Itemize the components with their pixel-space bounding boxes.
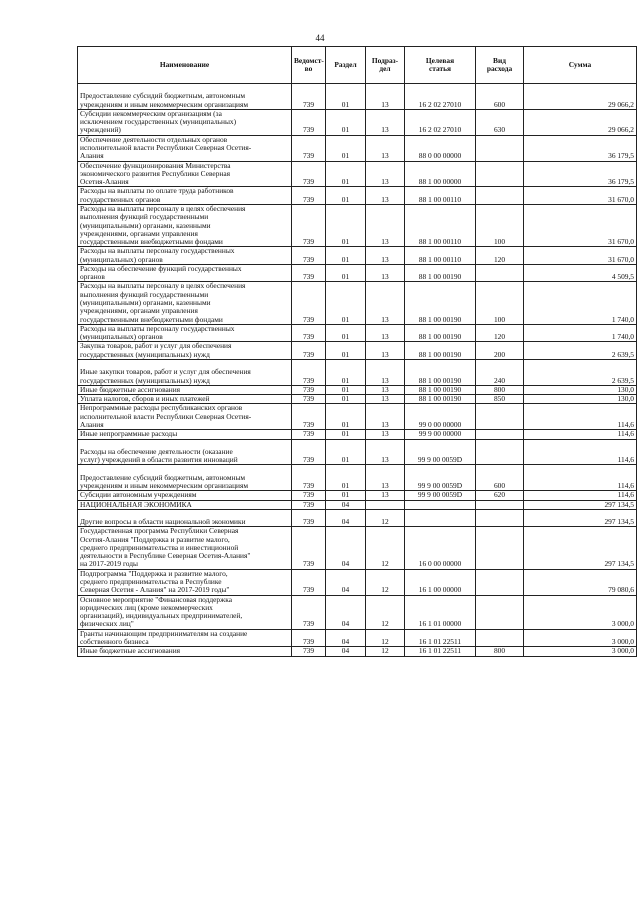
row-section: 04 [326, 595, 366, 629]
row-expense-type: 120 [476, 324, 524, 342]
table-row [78, 491, 637, 500]
row-section: 01 [326, 84, 366, 110]
row-sum: 1 740,0 [524, 324, 637, 342]
row-subsection: 13 [366, 204, 405, 246]
row-target-article: 88 1 00 00190 [405, 360, 476, 386]
row-section: 01 [326, 430, 366, 439]
row-name: Предоставление субсидий бюджетным, автономным учреждениям и иным некоммерческим организациям [78, 465, 292, 491]
row-target-article: 88 1 00 00190 [405, 282, 476, 324]
row-sum: 2 639,5 [524, 360, 637, 386]
row-sum: 114,6 [524, 491, 637, 500]
row-department: 739 [292, 395, 326, 404]
row-department: 739 [292, 204, 326, 246]
row-section: 01 [326, 282, 366, 324]
row-target-article: 16 1 01 00000 [405, 595, 476, 629]
table-row [78, 629, 637, 647]
row-department: 739 [292, 264, 326, 282]
row-name: Расходы на обеспечение деятельности (оказание услуг) учреждений в области развития инноваций [78, 439, 292, 465]
budget-table [77, 46, 637, 657]
table-row [78, 439, 637, 465]
row-department: 739 [292, 135, 326, 161]
row-section: 01 [326, 439, 366, 465]
row-name: Иные непрограммные расходы [78, 430, 292, 439]
row-name: Расходы на выплаты персоналу в целях обеспечения выполнения функций государственными (муниципальными) органами, казенными учреждениями, органами управления государственными внебюджетными фондами [78, 282, 292, 324]
row-subsection [366, 500, 405, 509]
row-name: Обеспечение функционирования Министерства экономического развития Республики Северная Осетия-Алания [78, 161, 292, 187]
table-header-row [78, 47, 637, 84]
row-name: Закупка товаров, работ и услуг для обеспечения государственных (муниципальных) нужд [78, 342, 292, 360]
row-department: 739 [292, 109, 326, 135]
row-section: 01 [326, 161, 366, 187]
row-section: 01 [326, 187, 366, 205]
row-department: 739 [292, 509, 326, 527]
row-department: 739 [292, 360, 326, 386]
row-name: Расходы на выплаты персоналу государственных (муниципальных) органов [78, 324, 292, 342]
row-target-article: 16 0 00 00000 [405, 527, 476, 569]
table-body [78, 84, 637, 657]
table-row [78, 204, 637, 246]
row-expense-type: 620 [476, 491, 524, 500]
table-row [78, 404, 637, 430]
row-section: 01 [326, 135, 366, 161]
row-name: Субсидии автономным учреждениям [78, 491, 292, 500]
row-department: 739 [292, 342, 326, 360]
row-target-article: 99 9 00 00000 [405, 430, 476, 439]
row-name: Субсидии некоммерческим организациям (за исключением государственных (муниципальных) учреждений) [78, 109, 292, 135]
row-name: Другие вопросы в области национальной экономики [78, 509, 292, 527]
row-department: 739 [292, 569, 326, 595]
row-department: 739 [292, 439, 326, 465]
row-target-article: 88 1 00 00190 [405, 264, 476, 282]
row-sum: 29 066,2 [524, 109, 637, 135]
row-department: 739 [292, 500, 326, 509]
row-name: Расходы на обеспечение функций государственных органов [78, 264, 292, 282]
table-row [78, 161, 637, 187]
table-row [78, 342, 637, 360]
row-target-article: 16 1 01 22511 [405, 629, 476, 647]
table-row [78, 247, 637, 265]
row-expense-type: 100 [476, 204, 524, 246]
table-row [78, 527, 637, 569]
row-name: НАЦИОНАЛЬНАЯ ЭКОНОМИКА [78, 500, 292, 509]
header-sum: Сумма [524, 47, 637, 84]
row-expense-type: 120 [476, 247, 524, 265]
row-name: Расходы на выплаты по оплате труда работников государственных органов [78, 187, 292, 205]
row-subsection: 12 [366, 569, 405, 595]
row-department: 739 [292, 491, 326, 500]
row-sum: 297 134,5 [524, 500, 637, 509]
row-subsection: 13 [366, 439, 405, 465]
row-expense-type [476, 264, 524, 282]
row-sum: 31 670,0 [524, 204, 637, 246]
row-department: 739 [292, 430, 326, 439]
row-department: 739 [292, 161, 326, 187]
row-expense-type: 200 [476, 342, 524, 360]
row-subsection: 13 [366, 84, 405, 110]
table-row [78, 109, 637, 135]
row-expense-type: 800 [476, 647, 524, 656]
row-expense-type: 600 [476, 84, 524, 110]
row-expense-type [476, 527, 524, 569]
row-section: 01 [326, 342, 366, 360]
header-target-article: Целевая статья [405, 47, 476, 84]
table-row [78, 465, 637, 491]
page-number: 44 [315, 33, 325, 43]
row-expense-type: 100 [476, 282, 524, 324]
row-target-article: 88 1 00 00190 [405, 342, 476, 360]
row-expense-type [476, 595, 524, 629]
row-sum: 297 134,5 [524, 527, 637, 569]
row-section: 04 [326, 647, 366, 656]
row-expense-type [476, 439, 524, 465]
row-section: 04 [326, 500, 366, 509]
row-name: Непрограммные расходы республиканских органов исполнительной власти Республики Северная Осетия- Алания [78, 404, 292, 430]
row-section: 01 [326, 264, 366, 282]
table-row [78, 84, 637, 110]
row-name: Иные бюджетные ассигнования [78, 647, 292, 656]
row-target-article: 99 9 00 0059D [405, 439, 476, 465]
row-target-article: 99 9 00 0059D [405, 491, 476, 500]
row-sum: 3 000,0 [524, 629, 637, 647]
row-expense-type [476, 629, 524, 647]
row-target-article: 88 1 00 00110 [405, 247, 476, 265]
row-subsection: 13 [366, 465, 405, 491]
row-name: Государственная программа Республики Северная Осетия-Алания "Поддержка и развитие малого, среднего предпринимательства и инвестиционной деятельности в Республике Северная Осетия-Алания" на 2017-2019 годы [78, 527, 292, 569]
row-department: 739 [292, 647, 326, 656]
row-subsection: 13 [366, 135, 405, 161]
row-target-article: 99 0 00 00000 [405, 404, 476, 430]
row-sum: 130,0 [524, 385, 637, 394]
row-section: 01 [326, 491, 366, 500]
row-department: 739 [292, 282, 326, 324]
row-department: 739 [292, 324, 326, 342]
row-target-article: 88 1 00 00110 [405, 187, 476, 205]
table-row [78, 569, 637, 595]
row-section: 01 [326, 109, 366, 135]
table-row [78, 324, 637, 342]
header-subsection: Подраз- дел [366, 47, 405, 84]
row-name: Расходы на выплаты персоналу в целях обеспечения выполнения функций государственными (муниципальными) органами, казенными учреждениями, органами управления государственными внебюджетными фондами [78, 204, 292, 246]
row-target-article: 16 1 01 22511 [405, 647, 476, 656]
row-target-article: 16 2 02 27010 [405, 109, 476, 135]
row-name: Предоставление субсидий бюджетным, автономным учреждениям и иным некоммерческим организациям [78, 84, 292, 110]
row-subsection: 13 [366, 324, 405, 342]
row-target-article: 16 2 02 27010 [405, 84, 476, 110]
row-subsection: 13 [366, 109, 405, 135]
row-name: Гранты начинающим предпринимателям на создание собственного бизнеса [78, 629, 292, 647]
row-sum: 114,6 [524, 404, 637, 430]
row-sum: 36 179,5 [524, 161, 637, 187]
row-department: 739 [292, 527, 326, 569]
row-name: Уплата налогов, сборов и иных платежей [78, 395, 292, 404]
row-expense-type: 850 [476, 395, 524, 404]
row-sum: 3 000,0 [524, 595, 637, 629]
row-section: 01 [326, 465, 366, 491]
row-department: 739 [292, 595, 326, 629]
row-department: 739 [292, 465, 326, 491]
header-expense-type: Вид расхода [476, 47, 524, 84]
row-subsection: 12 [366, 595, 405, 629]
row-expense-type [476, 404, 524, 430]
row-sum: 79 080,6 [524, 569, 637, 595]
row-sum: 31 670,0 [524, 247, 637, 265]
row-subsection: 13 [366, 161, 405, 187]
row-section: 01 [326, 360, 366, 386]
row-section: 01 [326, 385, 366, 394]
row-subsection: 13 [366, 264, 405, 282]
row-department: 739 [292, 187, 326, 205]
row-subsection: 12 [366, 647, 405, 656]
row-name: Подпрограмма "Поддержка и развитие малого, среднего предпринимательства в Республике Северная Осетия - Алания" на 2017-2019 годы" [78, 569, 292, 595]
row-sum: 36 179,5 [524, 135, 637, 161]
row-target-article [405, 500, 476, 509]
table-row [78, 135, 637, 161]
table-row [78, 509, 637, 527]
row-expense-type: 800 [476, 385, 524, 394]
row-name: Иные бюджетные ассигнования [78, 385, 292, 394]
row-expense-type: 600 [476, 465, 524, 491]
row-section: 04 [326, 629, 366, 647]
row-expense-type [476, 135, 524, 161]
table-row [78, 282, 637, 324]
row-expense-type [476, 509, 524, 527]
row-section: 04 [326, 527, 366, 569]
row-expense-type [476, 430, 524, 439]
row-section: 04 [326, 509, 366, 527]
row-subsection: 13 [366, 282, 405, 324]
row-name: Обеспечение деятельности отдельных органов исполнительной власти Республики Северная Осетия- Алания [78, 135, 292, 161]
row-target-article: 16 1 00 00000 [405, 569, 476, 595]
row-section: 01 [326, 324, 366, 342]
row-subsection: 13 [366, 430, 405, 439]
row-subsection: 13 [366, 404, 405, 430]
row-subsection: 12 [366, 509, 405, 527]
row-subsection: 12 [366, 629, 405, 647]
row-target-article [405, 509, 476, 527]
row-target-article: 88 1 00 00190 [405, 395, 476, 404]
row-expense-type [476, 161, 524, 187]
row-expense-type [476, 569, 524, 595]
row-expense-type [476, 500, 524, 509]
row-target-article: 88 1 00 00190 [405, 324, 476, 342]
row-department: 739 [292, 84, 326, 110]
row-subsection: 13 [366, 385, 405, 394]
row-sum: 1 740,0 [524, 282, 637, 324]
row-sum: 114,6 [524, 439, 637, 465]
header-department: Ведомст- во [292, 47, 326, 84]
row-subsection: 13 [366, 491, 405, 500]
table-row [78, 187, 637, 205]
row-name: Расходы на выплаты персоналу государственных (муниципальных) органов [78, 247, 292, 265]
row-department: 739 [292, 247, 326, 265]
row-sum: 31 670,0 [524, 187, 637, 205]
row-target-article: 88 1 00 00190 [405, 385, 476, 394]
table-row [78, 360, 637, 386]
row-section: 01 [326, 404, 366, 430]
row-subsection: 13 [366, 360, 405, 386]
row-expense-type: 240 [476, 360, 524, 386]
row-name: Основное мероприятие "Финансовая поддержка юридических лиц (кроме некоммерческих организаций), индивидуальных предпринимателей, физических лиц" [78, 595, 292, 629]
row-sum: 297 134,5 [524, 509, 637, 527]
row-name: Иные закупки товаров, работ и услуг для обеспечения государственных (муниципальных) нужд [78, 360, 292, 386]
row-target-article: 88 1 00 00000 [405, 161, 476, 187]
row-expense-type: 630 [476, 109, 524, 135]
row-section: 01 [326, 247, 366, 265]
row-sum: 114,6 [524, 430, 637, 439]
table-row [78, 430, 637, 439]
row-target-article: 99 9 00 0059D [405, 465, 476, 491]
row-target-article: 88 0 00 00000 [405, 135, 476, 161]
row-department: 739 [292, 385, 326, 394]
table-row [78, 500, 637, 509]
row-sum: 114,6 [524, 465, 637, 491]
header-section: Раздел [326, 47, 366, 84]
row-subsection: 13 [366, 395, 405, 404]
row-sum: 130,0 [524, 395, 637, 404]
row-department: 739 [292, 629, 326, 647]
table-row [78, 647, 637, 656]
row-sum: 2 639,5 [524, 342, 637, 360]
table-row [78, 595, 637, 629]
row-target-article: 88 1 00 00110 [405, 204, 476, 246]
row-subsection: 13 [366, 247, 405, 265]
row-department: 739 [292, 404, 326, 430]
row-subsection: 12 [366, 527, 405, 569]
row-section: 01 [326, 204, 366, 246]
table-row [78, 264, 637, 282]
header-name: Наименование [78, 47, 292, 84]
row-section: 01 [326, 395, 366, 404]
row-subsection: 13 [366, 342, 405, 360]
row-section: 04 [326, 569, 366, 595]
row-sum: 29 066,2 [524, 84, 637, 110]
row-sum: 4 509,5 [524, 264, 637, 282]
row-expense-type [476, 187, 524, 205]
row-sum: 3 000,0 [524, 647, 637, 656]
row-subsection: 13 [366, 187, 405, 205]
